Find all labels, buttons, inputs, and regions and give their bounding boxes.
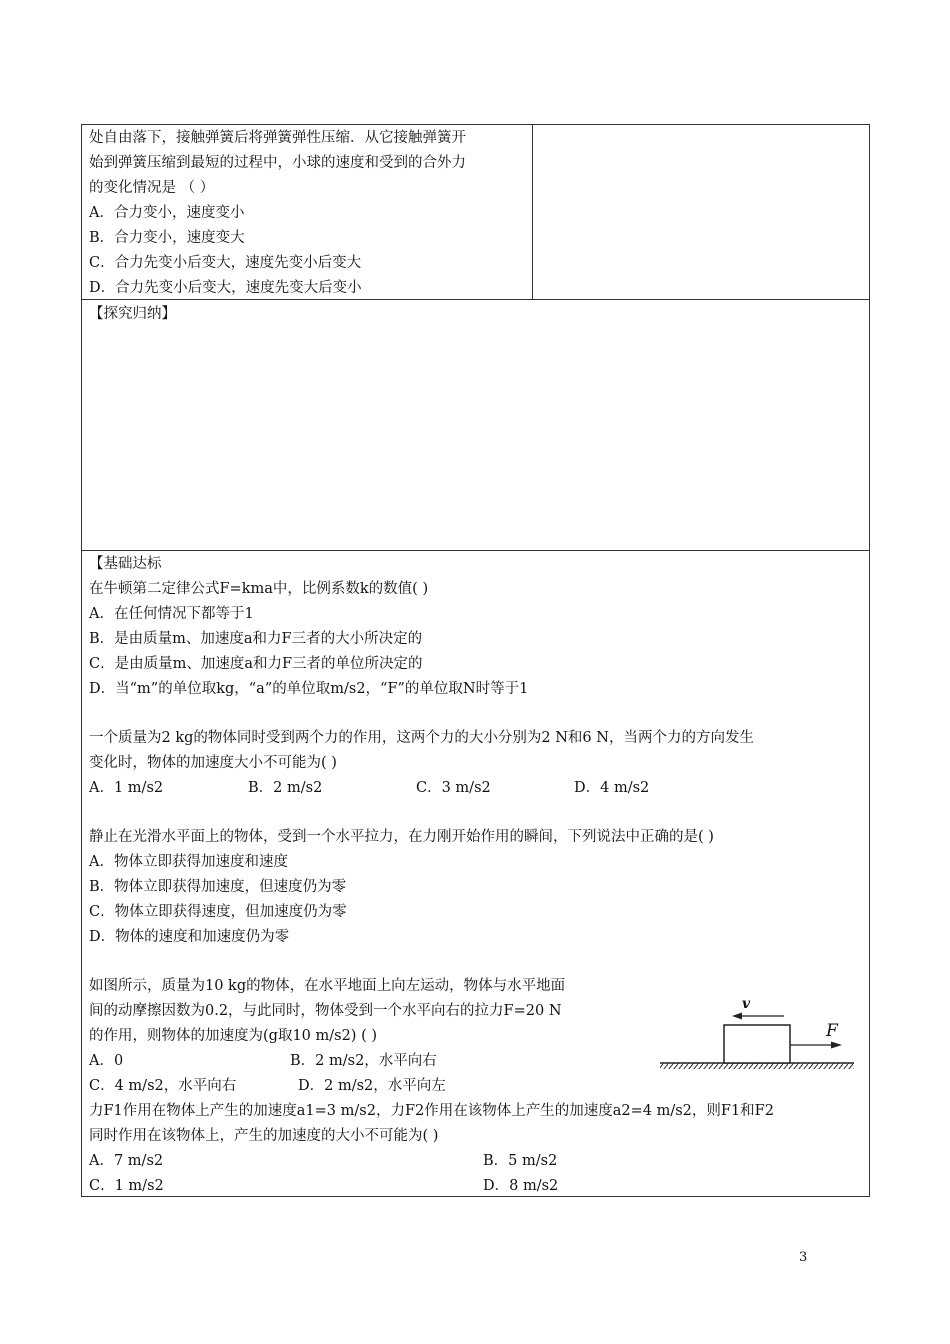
q1-stem: 在牛顿第二定律公式F=kma中，比例系数k的数值( ) <box>89 581 429 597</box>
velocity-label: v <box>742 996 751 1012</box>
q3-option-b: B．物体立即获得加速度，但速度仍为零 <box>89 879 347 895</box>
q5-stem-line: 力F1作用在物体上产生的加速度a1=3 m/s2，力F2作用在该物体上产生的加速度a2=4 m/s2，则F1和F2 <box>89 1103 774 1119</box>
q3-stem: 静止在光滑水平面上的物体，受到一个水平拉力，在力刚开始作用的瞬间，下列说法中正确的是( ) <box>89 829 714 845</box>
question-line: 始到弹簧压缩到最短的过程中，小球的速度和受到的合外力 <box>89 155 466 171</box>
q5-option-d: D．8 m/s2 <box>483 1178 559 1194</box>
option-a: A．合力变小，速度变小 <box>89 205 245 221</box>
q5-option-b: B．5 m/s2 <box>483 1153 558 1169</box>
q1-option-b: B．是由质量m、加速度a和力F三者的大小所决定的 <box>89 631 423 647</box>
q1-option-a: A．在任何情况下都等于1 <box>89 606 254 622</box>
q2-option-d: D．4 m/s2 <box>574 780 650 796</box>
top-table-right-cell <box>532 124 870 300</box>
explore-section <box>81 299 870 551</box>
q4-option-c: C．4 m/s2，水平向右 <box>89 1078 237 1094</box>
force-arrow-head <box>831 1042 842 1049</box>
q4-option-d: D．2 m/s2，水平向左 <box>298 1078 446 1094</box>
page-number: 3 <box>799 1250 808 1265</box>
q4-stem-line: 间的动摩擦因数为0.2，与此同时，物体受到一个水平向右的拉力F=20 N <box>89 1003 562 1019</box>
q5-stem-line: 同时作用在该物体上，产生的加速度的大小不可能为( ) <box>89 1128 439 1144</box>
explore-title: 【探究归纳】 <box>89 306 176 322</box>
force-label: F <box>826 1021 838 1041</box>
velocity-arrow-head <box>732 1013 742 1020</box>
q2-stem-line: 变化时，物体的加速度大小不可能为( ) <box>89 755 337 771</box>
q4-figure <box>658 992 858 1072</box>
option-b: B．合力变小，速度变大 <box>89 230 245 246</box>
q1-option-d: D．当“m”的单位取kg，“a”的单位取m/s2，“F”的单位取N时等于1 <box>89 681 529 697</box>
q1-option-c: C．是由质量m、加速度a和力F三者的单位所决定的 <box>89 656 423 672</box>
q5-option-a: A．7 m/s2 <box>89 1153 164 1169</box>
q2-stem-line: 一个质量为2 kg的物体同时受到两个力的作用，这两个力的大小分别为2 N和6 N，当两个力的方向发生 <box>89 730 754 746</box>
option-c: C．合力先变小后变大，速度先变小后变大 <box>89 255 362 271</box>
option-d: D．合力先变小后变大，速度先变大后变小 <box>89 280 362 296</box>
block <box>724 1025 790 1063</box>
ground-hatch <box>660 1063 854 1069</box>
q4-stem-line: 如图所示，质量为10 kg的物体，在水平地面上向左运动，物体与水平地面 <box>89 978 566 994</box>
q4-option-a: A．0 <box>89 1053 124 1069</box>
q2-option-a: A．1 m/s2 <box>89 780 164 796</box>
question-line: 的变化情况是 （ ） <box>89 180 215 196</box>
q3-option-d: D．物体的速度和加速度仍为零 <box>89 929 290 945</box>
q2-option-b: B．2 m/s2 <box>248 780 323 796</box>
q4-option-b: B．2 m/s2，水平向右 <box>290 1053 437 1069</box>
q4-stem-line: 的作用，则物体的加速度为(g取10 m/s2) ( ) <box>89 1028 377 1044</box>
basic-title: 【基础达标 <box>89 556 162 572</box>
q3-option-c: C．物体立即获得速度，但加速度仍为零 <box>89 904 347 920</box>
q3-option-a: A．物体立即获得加速度和速度 <box>89 854 288 870</box>
q5-option-c: C．1 m/s2 <box>89 1178 164 1194</box>
question-line: 处自由落下，接触弹簧后将弹簧弹性压缩．从它接触弹簧开 <box>89 130 466 146</box>
q2-option-c: C．3 m/s2 <box>416 780 491 796</box>
